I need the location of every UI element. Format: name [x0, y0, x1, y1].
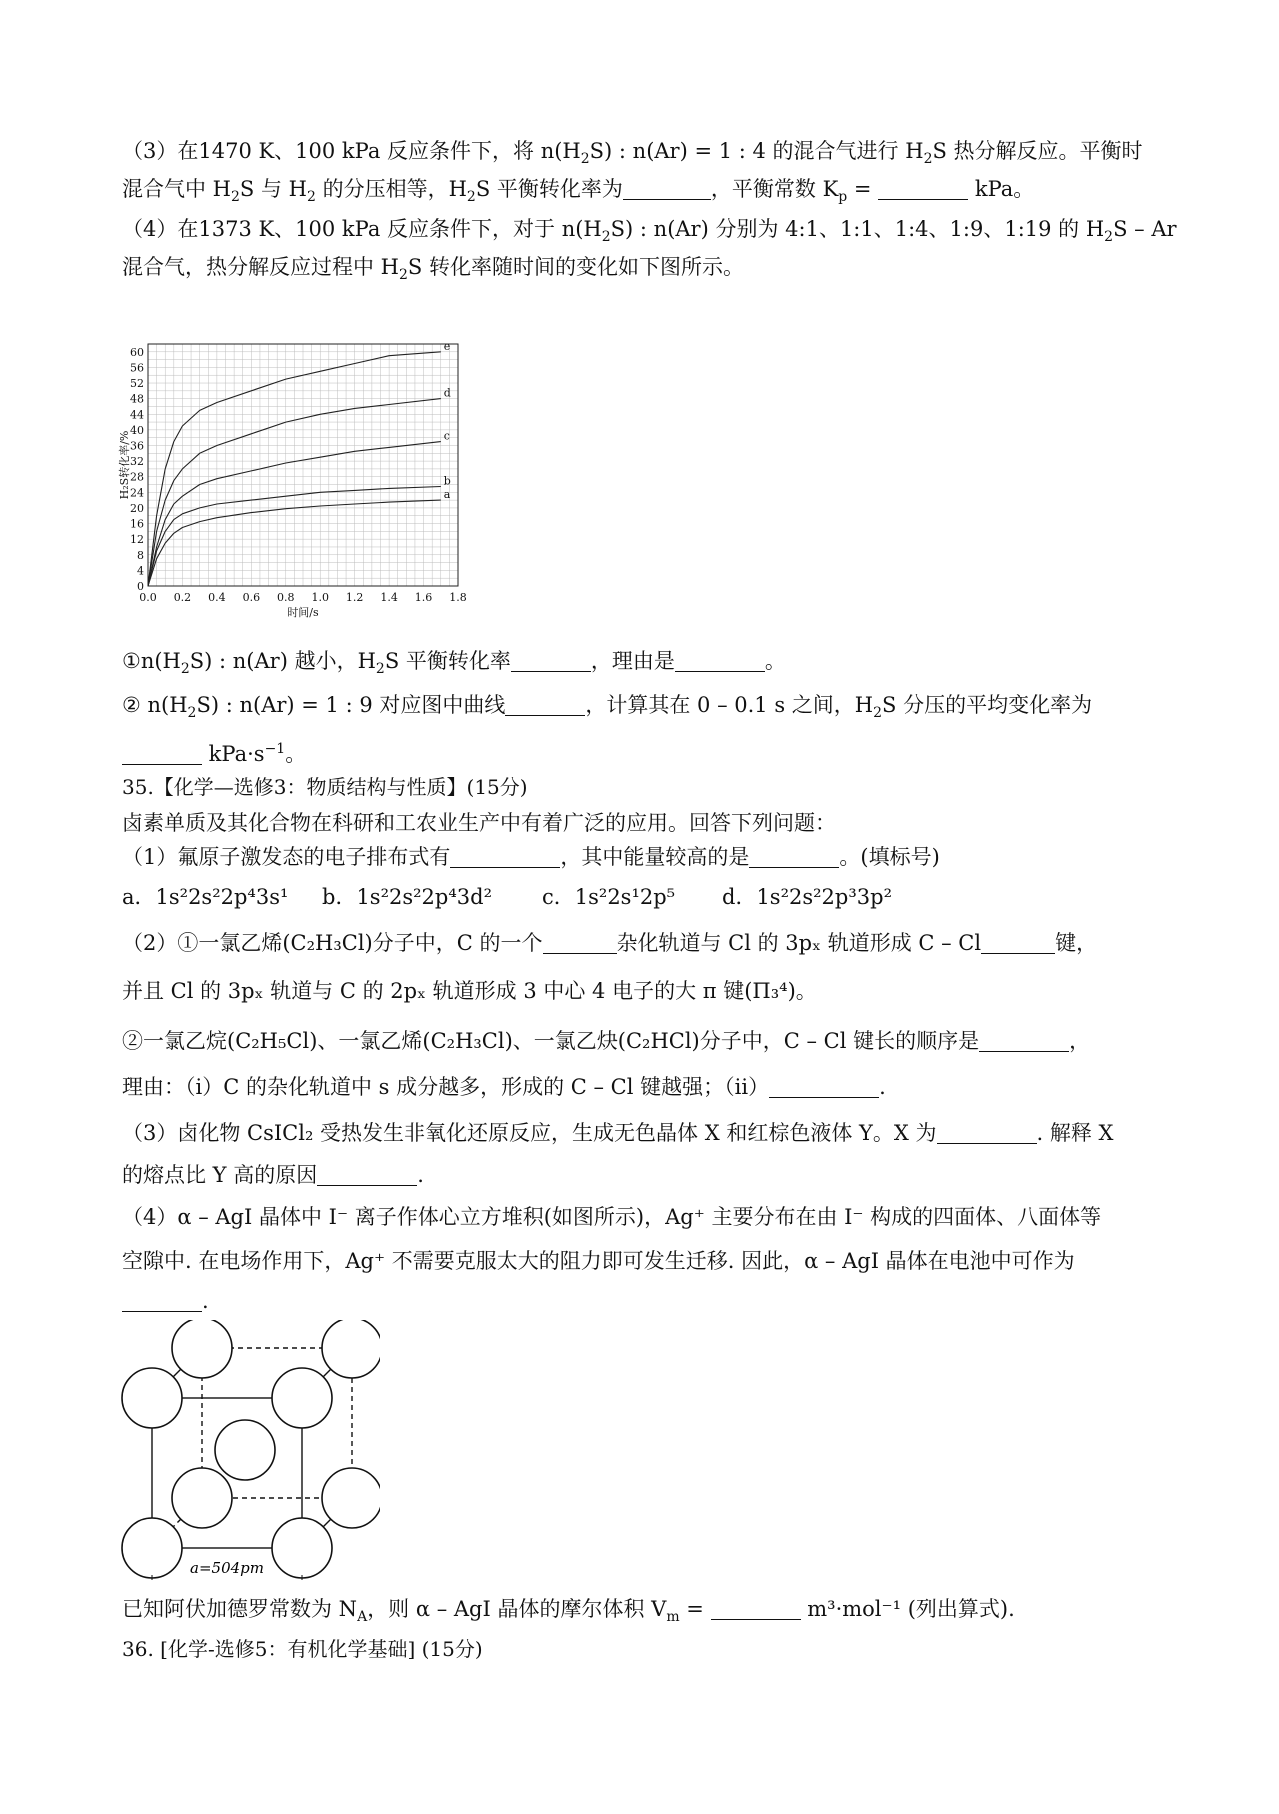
q4-sub2-cont: $kPa\cdot s^{-1}$。	[122, 734, 1172, 769]
y-tick-label: 32	[130, 455, 144, 469]
q35-s2-line1: （2）①一氯乙烯(C₂H₃Cl)分子中，C 的一个 杂化轨道与 Cl 的 3pₓ 轨道形成 C – Cl 键，	[122, 931, 1098, 955]
x-tick-label: 0.4	[208, 591, 226, 604]
q4-line-1: （4）在1373 K、100 kPa 反应条件下，对于 $n(H_2S)$ : n(Ar) 分别为 4:1、1:1、1:4、1:9、1:19 的 $H_2S$ – Ar	[122, 217, 1177, 245]
q35-s4-line3: .	[122, 1286, 1172, 1316]
q35-s2-line3: ②一氯乙烷(C₂H₅Cl)、一氯乙烯(C₂H₃Cl)、一氯乙炔(C₂HCl)分子中，C – Cl 键长的顺序是 ，	[122, 1029, 1091, 1053]
q4-sub2: ② $n(H_2S)$ : n(Ar) = 1 : 9 对应图中曲线 ，计算其在 0 – 0.1 s 之间，$H_2S$ 分压的平均变化率为	[122, 693, 1093, 721]
x-tick-label: 0.6	[242, 591, 261, 604]
answer-blank[interactable]	[981, 931, 1055, 954]
q35-options	[122, 882, 1172, 912]
answer-blank[interactable]	[979, 1029, 1069, 1052]
answer-blank[interactable]	[675, 649, 765, 672]
q35-s3-line1: （3）卤化物 CsICl₂ 受热发生非氧化还原反应，生成无色晶体 X 和红棕色液体 Y。X 为 . 解释 X	[122, 1121, 1114, 1145]
y-tick-label: 48	[130, 392, 144, 406]
answer-blank[interactable]	[122, 1289, 202, 1312]
y-tick-label: 4	[137, 564, 144, 578]
y-tick-label: 12	[130, 533, 144, 547]
answer-blank[interactable]	[317, 1163, 417, 1186]
y-tick-label: 16	[130, 517, 144, 531]
q36-title: 36. [化学-选修5：有机化学基础] (15分)	[122, 1637, 483, 1661]
x-tick-label: 1.4	[380, 591, 398, 604]
atom-sphere	[122, 1518, 182, 1578]
option-c: c．1s²2s¹2p⁵	[542, 885, 676, 909]
q4-sub1: $①n(H_2S)$ : n(Ar) 越小，$H_2S$ 平衡转化率 ，理由是 。	[122, 649, 786, 677]
x-tick-label: 0.8	[277, 591, 295, 604]
option-d: d．1s²2s²2p³3p²	[722, 885, 892, 909]
atom-sphere-body-center	[215, 1420, 275, 1480]
q3-line-2: 混合气中 $H_2S$ 与 $H_2$ 的分压相等，$H_2S$ 平衡转化率为 ，平衡常数 $K_p$ = kPa。	[122, 177, 1035, 205]
answer-blank[interactable]	[749, 845, 839, 868]
series-label-d: d	[443, 386, 451, 400]
q35-s2-line2: 并且 Cl 的 3pₓ 轨道与 C 的 2pₓ 轨道形成 3 中心 4 电子的大 π 键(Π₃⁴)。	[122, 979, 817, 1003]
y-axis-label: H₂S转化率/%	[118, 430, 131, 500]
answer-blank[interactable]	[623, 177, 711, 200]
y-tick-label: 56	[130, 361, 144, 375]
series-label-b: b	[443, 474, 451, 488]
answer-blank[interactable]	[711, 1597, 801, 1620]
answer-blank[interactable]	[878, 177, 968, 200]
atom-sphere	[272, 1368, 332, 1428]
answer-blank[interactable]	[543, 931, 617, 954]
y-tick-label: 44	[130, 408, 144, 422]
y-tick-label: 28	[130, 470, 144, 484]
x-tick-label: 0.2	[173, 591, 192, 604]
answer-blank[interactable]	[505, 693, 585, 716]
q3-line-1: （3）在1470 K、100 kPa 反应条件下，将 $n(H_2S)$ : n(Ar) = 1 : 4 的混合气进行 $H_2S$ 热分解反应。平衡时	[122, 139, 1143, 167]
atom-sphere	[322, 1320, 380, 1378]
x-tick-label: 1.2	[345, 591, 364, 604]
q35-s2-line4: 理由：（i）C 的杂化轨道中 s 成分越多，形成的 C – Cl 键越强；（ii） .	[122, 1075, 886, 1099]
x-tick-label: 1.8	[449, 591, 467, 604]
y-tick-label: 40	[130, 423, 144, 437]
atom-sphere	[322, 1468, 380, 1528]
x-tick-label: 1.0	[311, 591, 329, 604]
q35-title: 35.【化学—选修3：物质结构与性质】(15分)	[122, 775, 528, 799]
y-tick-label: 60	[130, 345, 144, 359]
q4-line-2: 混合气，热分解反应过程中 $H_2S$ 转化率随时间的变化如下图所示。	[122, 255, 744, 283]
series-label-e: e	[443, 339, 451, 353]
x-tick-label: 1.6	[414, 591, 433, 604]
y-tick-label: 36	[130, 439, 144, 453]
y-tick-label: 8	[137, 548, 144, 562]
series-label-a: a	[443, 488, 451, 502]
y-tick-label: 20	[130, 501, 144, 515]
answer-blank[interactable]	[450, 845, 560, 868]
atom-sphere	[172, 1468, 232, 1528]
bcc-unit-cell-diagram	[110, 1320, 380, 1580]
y-tick-label: 24	[130, 486, 144, 500]
conversion-chart	[118, 338, 548, 638]
lattice-parameter-label: a=504pm	[190, 1559, 264, 1577]
answer-blank[interactable]	[511, 649, 591, 672]
q35-final: 已知阿伏加德罗常数为 $N_A$，则 α – AgI 晶体的摩尔体积 $V_m = m^3\cdot mol^{-1}$ (列出算式).	[122, 1597, 1015, 1625]
y-tick-label: 52	[130, 377, 144, 391]
atom-sphere	[122, 1368, 182, 1428]
x-axis-label: 时间/s	[287, 606, 319, 619]
answer-blank[interactable]	[769, 1075, 879, 1098]
q35-s3-line2: 的熔点比 Y 高的原因 .	[122, 1163, 424, 1187]
x-tick-label: 0.0	[139, 591, 157, 604]
q35-s1: （1）氟原子激发态的电子排布式有 ，其中能量较高的是 。(填标号)	[122, 845, 940, 869]
answer-blank[interactable]	[937, 1121, 1037, 1144]
q35-s4-line1: （4）α – AgI 晶体中 I⁻ 离子作体心立方堆积(如图所示)，Ag⁺ 主要分布在由 I⁻ 构成的四面体、八面体等	[122, 1205, 1102, 1229]
q35-s4-line2: 空隙中. 在电场作用下，Ag⁺ 不需要克服太大的阻力即可发生迁移. 因此，α – AgI 晶体在电池中可作为	[122, 1249, 1075, 1273]
option-a: a．1s²2s²2p⁴3s¹	[122, 885, 289, 909]
answer-blank[interactable]	[122, 742, 202, 765]
atom-sphere	[272, 1518, 332, 1578]
y-tick-label: 0	[137, 580, 144, 593]
atom-sphere	[172, 1320, 232, 1378]
option-b: b．1s²2s²2p⁴3d²	[322, 885, 492, 909]
series-label-c: c	[443, 429, 450, 443]
q35-intro: 卤素单质及其化合物在科研和工农业生产中有着广泛的应用。回答下列问题：	[122, 811, 836, 835]
